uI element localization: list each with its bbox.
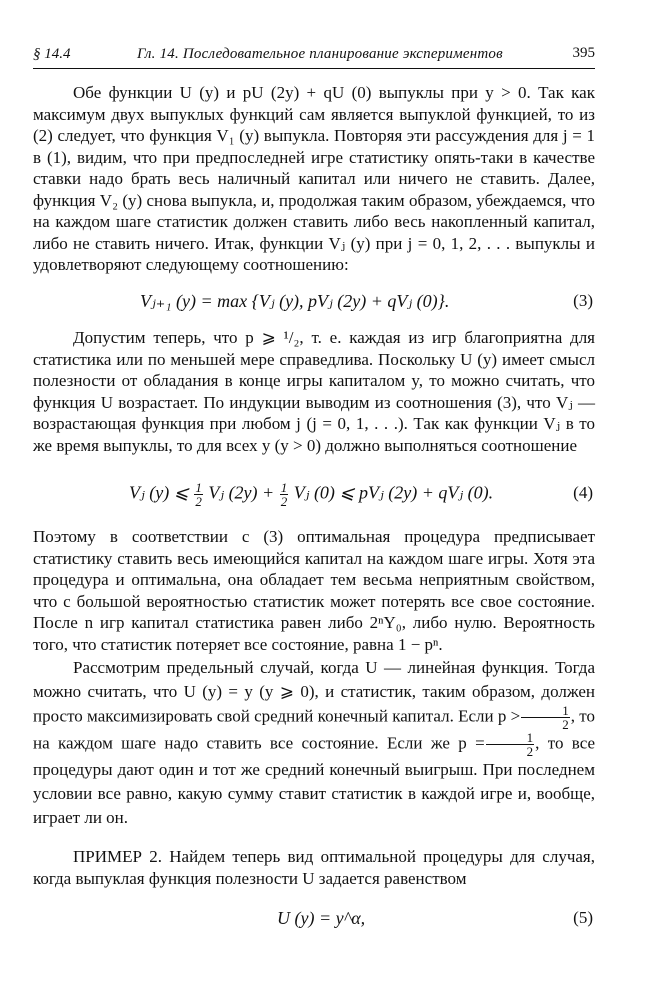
- fraction-numerator: 1: [486, 731, 535, 745]
- linear-case-text-c: , то все процедуры дают один и тот же средний конечный выигрыш. При последнем условии все равно, какую сумму ставит статистик в каждой игре и, вообще, играет ли он.: [33, 733, 595, 827]
- equation-5-body: U (y) = y^α,: [277, 908, 366, 928]
- fraction-half: [521, 704, 570, 731]
- chapter-title: Гл. 14. Последовательное планирование экспериментов: [137, 46, 503, 62]
- paragraph-increasing: Допустим теперь, что p ⩾ ¹/₂, т. е. каждая из игр благоприятна для статистика или по меньшей мере справедлива. Поскольку U (y) имеет смысл полезности от обладания в конце игры капиталом y, то можно считать, что функция U возрастает. По индукции выводим из соотношения (3), что Vⱼ — возрастающая функция при любом j (j = 0, 1, . . .). Так как функции Vⱼ в то же время выпуклы, то для всех y (y > 0) должно выполняться соотношение: [33, 328, 595, 455]
- paragraph-example-2: ПРИМЕР 2. Найдем теперь вид оптимальной процедуры для случая, когда выпуклая функция полезности U задается равенством: [33, 847, 595, 888]
- section-number: § 14.4: [33, 46, 71, 62]
- equation-4-part3: Vⱼ (0) ⩽ pVⱼ (2y) + qVⱼ (0).: [293, 482, 494, 503]
- fraction-denominator: 2: [280, 494, 288, 509]
- equation-4: [33, 477, 595, 511]
- fraction-numerator: 1: [195, 480, 202, 495]
- equation-3-number: (3): [573, 291, 593, 310]
- paragraph-convexity: Обе функции U (y) и pU (2y) + qU (0) выпуклы при y > 0. Так как максимум двух выпуклых функций сам является выпуклой функцией, то из (2) следует, что функция V₁ (y) выпукла. Повторяя эти рассуждения для j = 1 в (1), видим, что при предпоследней игре статистику опять-таки в качестве ставки надо брать весь наличный капитал или ничего не ставить. Далее, функция V₂ (y) снова выпукла, и, продолжая таким образом, убеждаемся, что на каждом шаге статистик должен ставить либо весь накопленный капитал, либо не ставить ничего. Итак, функции Vⱼ (y) при j = 0, 1, 2, . . . выпуклы и удовлетворяют следующему соотношению:: [33, 83, 595, 274]
- fraction-half: [486, 731, 535, 758]
- equation-5: [33, 902, 595, 936]
- fraction-denominator: 2: [562, 717, 569, 732]
- running-header: [33, 44, 595, 69]
- fraction-half: [280, 481, 289, 508]
- fraction-numerator: 1: [280, 480, 288, 495]
- linear-case-text-a: Рассмотрим предельный случай, когда U — линейная функция. Тогда можно считать, что U (y) = y (y ⩾ 0), и статистик, таким образом, должен просто максимизировать свой средний конечный капитал. Если p >: [33, 658, 595, 726]
- equation-4-number: (4): [573, 483, 593, 502]
- equation-3: [33, 285, 595, 319]
- equation-3-body: Vⱼ₊₁ (y) = max {Vⱼ (y), pVⱼ (2y) + qVⱼ (0)}.: [140, 291, 450, 311]
- fraction-numerator: 1: [521, 704, 570, 718]
- paragraph-linear-case: [33, 656, 595, 830]
- fraction-denominator: 2: [195, 494, 202, 509]
- equation-4-part2: Vⱼ (2y) +: [208, 482, 275, 503]
- paragraph-optimal-procedure: Поэтому в соответствии с (3) оптимальная процедура предписывает статистику ставить весь имеющийся капитал на каждом шаге игры. Хотя эта процедура и оптимальна, она обладает тем весьма неприятным свойством, что с большой вероятностью статистик может потерять все свое состояние. После n игр капитал статистика равен либо 2ⁿY₀, либо нулю. Вероятность того, что статистик потеряет все состояние, равна 1 − pⁿ.: [33, 527, 595, 654]
- fraction-half: [194, 481, 203, 508]
- equation-5-number: (5): [573, 908, 593, 927]
- linear-case-text-b: , то на каждом шаге надо ставить все состояние. Если же p =: [33, 706, 595, 753]
- page-number: 395: [572, 45, 595, 61]
- equation-4-part1: Vⱼ (y) ⩽: [129, 482, 189, 503]
- equation-4-body: [129, 481, 493, 508]
- fraction-denominator: 2: [526, 744, 534, 759]
